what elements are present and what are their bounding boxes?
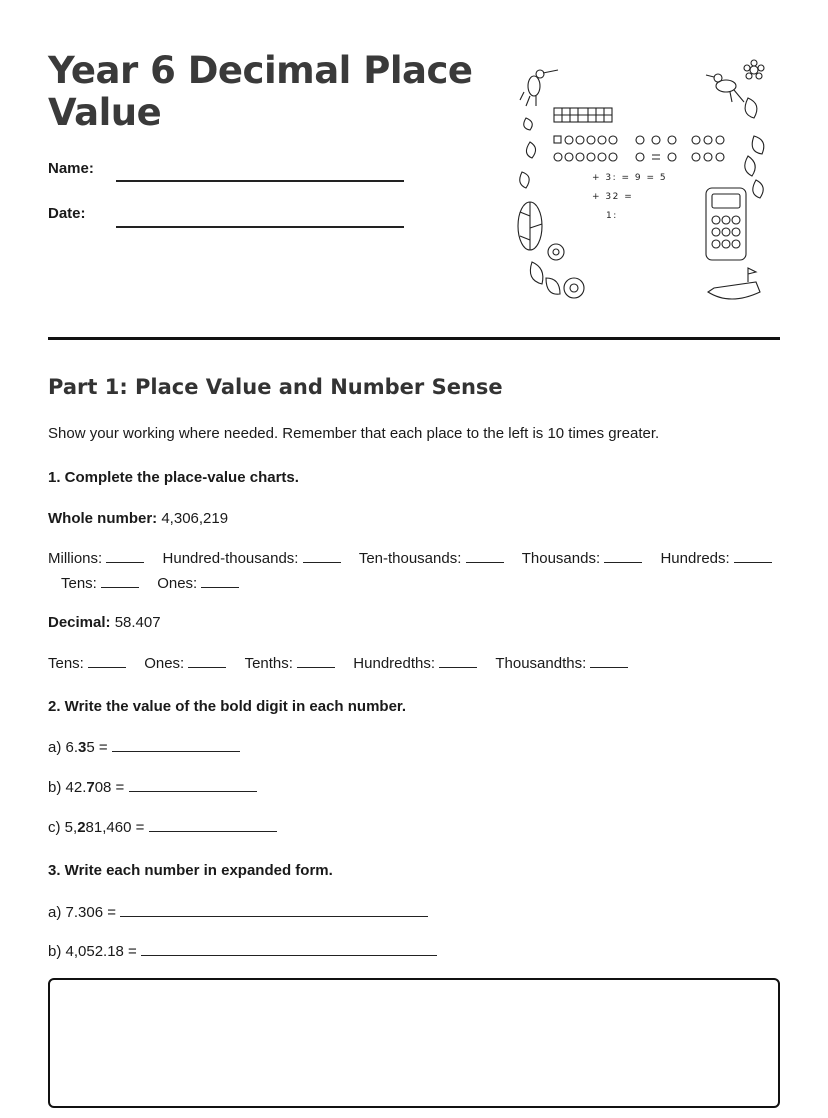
whole-number-label: Whole number: — [48, 510, 158, 527]
instructions: Show your working where needed. Remember that each place to the left is 10 times greater. — [48, 425, 660, 442]
answer-blank[interactable] — [149, 818, 277, 832]
working-box[interactable] — [48, 978, 780, 1108]
answer-blank[interactable] — [188, 654, 226, 668]
part1-heading: Part 1: Place Value and Number Sense — [48, 375, 503, 399]
place-hundredths: Hundredths: — [353, 651, 477, 676]
flower-icon — [518, 202, 584, 298]
place-hundreds: Hundreds: — [660, 546, 771, 571]
answer-blank[interactable] — [590, 654, 628, 668]
answer-blank[interactable] — [120, 903, 428, 917]
answer-blank[interactable] — [604, 549, 642, 563]
place-thousandths: Thousandths: — [495, 651, 628, 676]
answer-blank[interactable] — [734, 549, 772, 563]
answer-blank[interactable] — [466, 549, 504, 563]
bold-digit: 2 — [77, 819, 86, 836]
bird-icon — [706, 74, 744, 102]
bold-digit: 3 — [78, 739, 87, 756]
bird-icon — [520, 70, 558, 106]
place-ones: Ones: — [144, 651, 226, 676]
place-thousands: Thousands: — [522, 546, 643, 571]
flower-icon — [744, 60, 764, 79]
answer-blank[interactable] — [101, 574, 139, 588]
math-line-3: 1: — [606, 211, 618, 221]
math-nature-illustration — [516, 56, 772, 312]
decimal-place-value-chart — [48, 651, 780, 676]
place-value-grid-icon — [554, 108, 612, 122]
whole-number-value: 4,306,219 — [161, 510, 229, 527]
whole-place-value-chart — [48, 546, 780, 596]
bold-digit: 7 — [86, 779, 95, 796]
answer-blank[interactable] — [439, 654, 477, 668]
place-tens: Tens: — [48, 651, 126, 676]
whole-number-line — [48, 510, 228, 527]
calculator-icon — [706, 188, 746, 260]
answer-blank[interactable] — [297, 654, 335, 668]
page-title: Year 6 Decimal Place Value — [48, 49, 473, 134]
answer-blank[interactable] — [88, 654, 126, 668]
answer-blank[interactable] — [112, 738, 240, 752]
question-2a: a) 6.35 = — [48, 738, 240, 756]
decimal-label: Decimal: — [48, 614, 111, 631]
question-3a: a) 7.306 = — [48, 903, 428, 921]
answer-blank[interactable] — [106, 549, 144, 563]
question-2c: c) 5,281,460 = — [48, 818, 277, 836]
answer-blank[interactable] — [201, 574, 239, 588]
math-line-2: + 32 = — [592, 192, 634, 202]
answer-blank[interactable] — [129, 778, 257, 792]
place-millions: Millions: — [48, 546, 144, 571]
answer-blank[interactable] — [303, 549, 341, 563]
question-3-prompt: 3. Write each number in expanded form. — [48, 862, 333, 879]
place-ones: Ones: — [157, 571, 239, 596]
name-label: Name: — [48, 160, 94, 177]
question-3b: b) 4,052.18 = — [48, 942, 437, 960]
place-hundred-thousands: Hundred-thousands: — [163, 546, 341, 571]
question-2b: b) 42.708 = — [48, 778, 257, 796]
place-ten-thousands: Ten-thousands: — [359, 546, 504, 571]
date-label: Date: — [48, 205, 86, 222]
math-line-1: + 3: = 9 = 5 — [592, 173, 668, 183]
worksheet-page — [48, 0, 780, 1118]
header-divider — [48, 337, 780, 340]
place-tenths: Tenths: — [245, 651, 336, 676]
decimal-value: 58.407 — [114, 614, 161, 631]
name-field[interactable] — [116, 180, 404, 182]
answer-blank[interactable] — [141, 942, 437, 956]
counter-circles — [554, 136, 724, 161]
boat-icon — [708, 268, 760, 299]
place-tens: Tens: — [61, 571, 139, 596]
question-2-prompt: 2. Write the value of the bold digit in each number. — [48, 698, 407, 715]
decimal-line — [48, 614, 161, 631]
date-field[interactable] — [116, 226, 404, 228]
question-1-prompt: 1. Complete the place-value charts. — [48, 469, 299, 486]
leaf-icon — [520, 98, 764, 198]
